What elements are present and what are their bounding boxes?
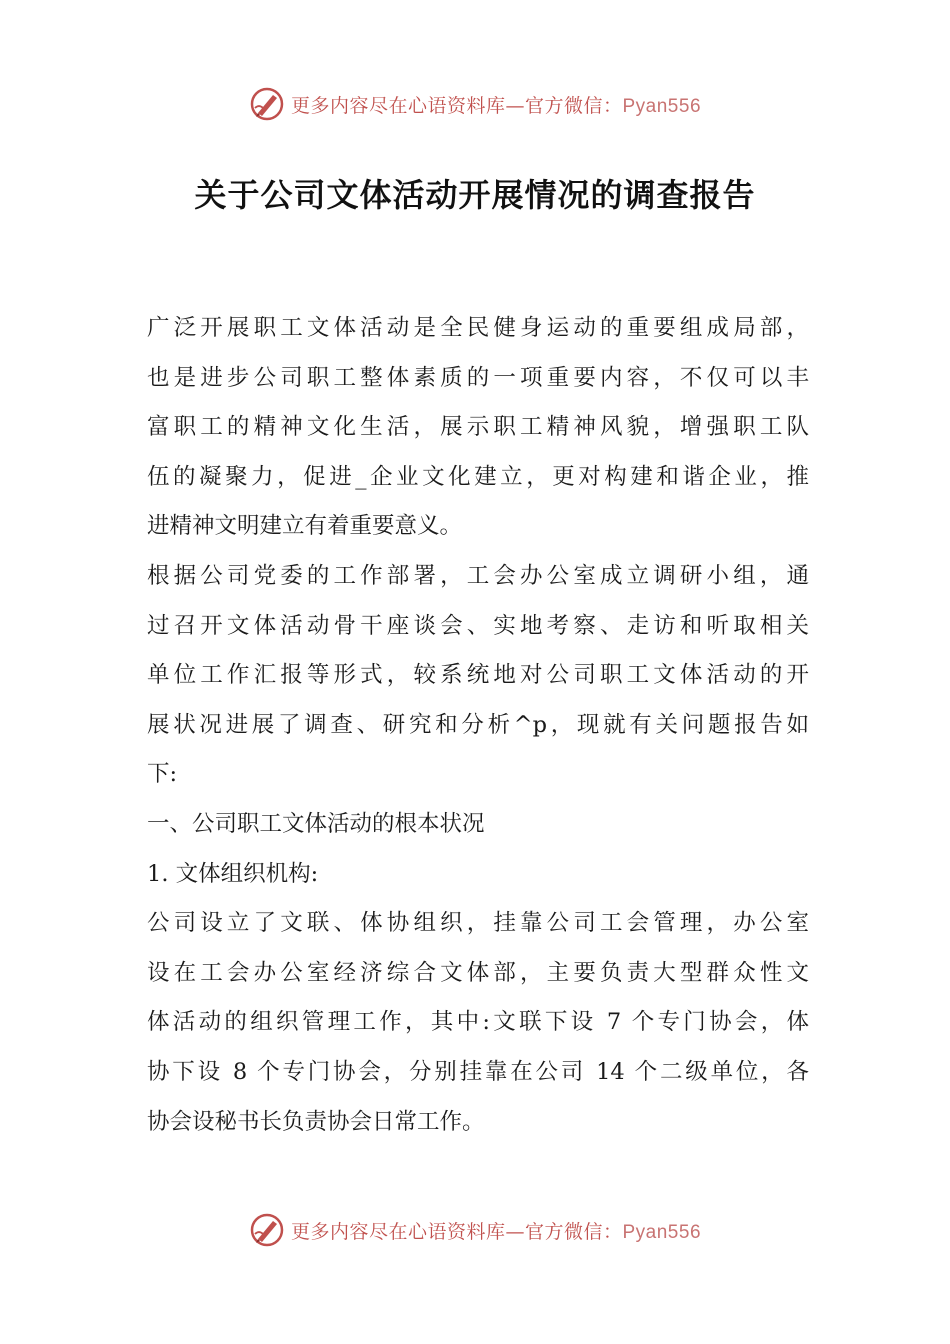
text-line: 下: — [147, 761, 178, 788]
section-heading: 一、公司职工文体活动的根本状况 — [147, 810, 485, 837]
text-line: 富职工的精神文化生活，展示职工精神风貌，增强职工队 — [147, 414, 809, 441]
text-line: 设在工会办公室经济综合文体部，主要负责大型群众性文 — [147, 959, 809, 986]
watermark-wechat-id: Pyan556 — [622, 95, 702, 117]
text-line: 体活动的组织管理工作，其中:文联下设 7 个专门协会，体 — [147, 1009, 809, 1036]
text-line: 也是进步公司职工整体素质的一项重要内容，不仅可以丰 — [147, 364, 809, 391]
document-title: 关于公司文体活动开展情况的调查报告 — [194, 176, 756, 214]
watermark-slogan: 更多内容尽在心语资料库—官方微信： — [290, 94, 623, 117]
text-line: 展状况进展了调查、研究和分析^p，现就有关问题报告如 — [147, 711, 809, 738]
footer-watermark-banner — [0, 1208, 950, 1252]
text-line: 公司设立了文联、体协组织，挂靠公司工会管理，办公室 — [147, 910, 809, 937]
text-line: 伍的凝聚力，促进_企业文化建立，更对构建和谐企业，推 — [147, 463, 809, 490]
watermark-slogan: 更多内容尽在心语资料库—官方微信： — [290, 1220, 623, 1243]
watermark-text — [291, 1217, 701, 1244]
text-line: 广泛开展职工文体活动是全民健身运动的重要组成局部， — [147, 315, 809, 341]
subsection-heading: 1. 文体组织机构: — [147, 860, 319, 887]
text-line: 根据公司党委的工作部署，工会办公室成立调研小组，通 — [147, 562, 809, 589]
watermark-text — [291, 91, 701, 118]
text-line: 协会设秘书长负责协会日常工作。 — [147, 1108, 485, 1135]
document-body — [147, 304, 809, 1147]
text-line: 过召开文体活动骨干座谈会、实地考察、走访和听取相关 — [147, 612, 809, 639]
pen-logo-icon — [249, 1212, 285, 1248]
text-line: 单位工作汇报等形式，较系统地对公司职工文体活动的开 — [147, 662, 809, 689]
text-line: 协下设 8 个专门协会，分别挂靠在公司 14 个二级单位，各 — [147, 1058, 809, 1085]
text-line: 进精神文明建立有着重要意义。 — [147, 513, 463, 540]
header-watermark-banner — [0, 82, 950, 126]
pen-logo-icon — [249, 86, 285, 122]
watermark-wechat-id: Pyan556 — [622, 1221, 702, 1243]
